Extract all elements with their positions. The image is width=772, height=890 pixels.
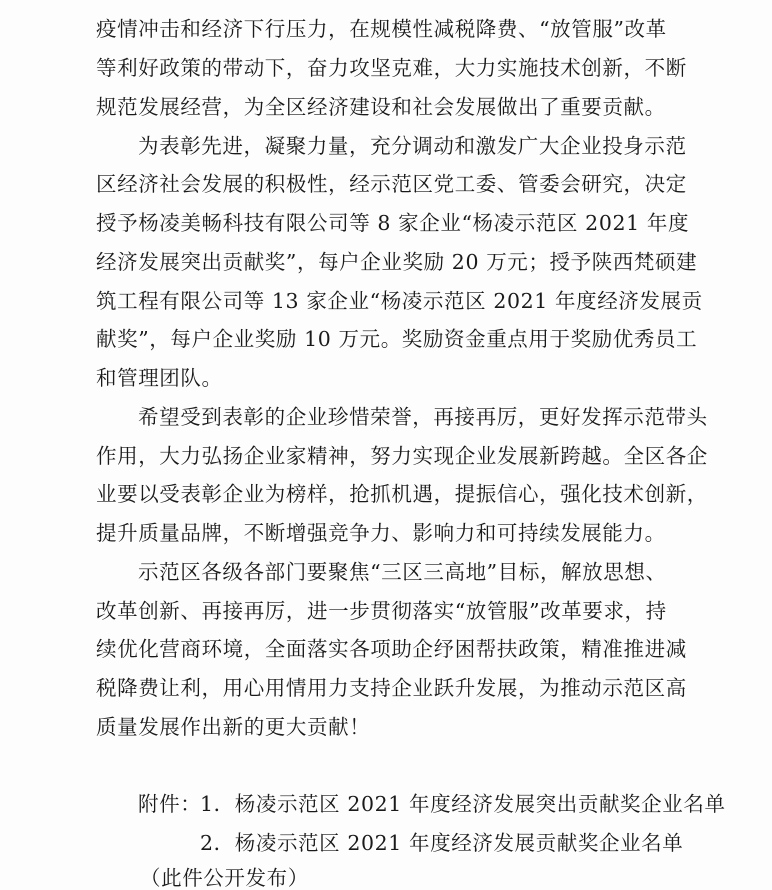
text-line: 税降费让利，用心用情用力支持企业跃升发展，为推动示范区高 [96,676,687,700]
attachment-item: 1．杨凌示范区 2021 年度经济发展突出贡献奖企业名单 [200,792,726,816]
text-line: 规范发展经营，为全区经济建设和社会发展做出了重要贡献。 [96,95,666,119]
text-line: 等利好政策的带动下，奋力攻坚克难，大力实施技术创新，不断 [96,56,687,80]
paragraph-start-line: 希望受到表彰的企业珍惜荣誉，再接再厉，更好发挥示范带头 [138,405,708,429]
text-line: 和管理团队。 [96,366,223,390]
text-line: 献奖”，每户企业奖励 10 万元。奖励资金重点用于奖励优秀员工 [96,327,698,351]
publication-note: （此件公开发布） [140,866,309,890]
text-line: 作用，大力弘扬企业家精神，努力实现企业发展新跨越。全区各企 [96,444,708,468]
paragraph-start-line: 为表彰先进，凝聚力量，充分调动和激发广大企业投身示范 [138,134,687,158]
text-line: 疫情冲击和经济下行压力，在规模性减税降费、“放管服”改革 [96,17,667,41]
text-line: 质量发展作出新的更大贡献！ [96,715,371,739]
text-line: 经济发展突出贡献奖”，每户企业奖励 20 万元；授予陕西梵硕建 [96,250,698,274]
text-line: 业要以受表彰企业为榜样，抢抓机遇，提振信心，强化技术创新， [96,482,708,506]
text-line: 授予杨凌美畅科技有限公司等 8 家企业“杨凌示范区 2021 年度 [96,211,690,235]
text-line: 改革创新、再接再厉，进一步贯彻落实“放管服”改革要求，持 [96,599,667,623]
text-line: 筑工程有限公司等 13 家企业“杨凌示范区 2021 年度经济发展贡 [96,289,703,313]
text-line: 续优化营商环境，全面落实各项助企纾困帮扶政策，精准推进减 [96,637,687,661]
attachment-item: 2．杨凌示范区 2021 年度经济发展贡献奖企业名单 [200,831,684,855]
text-line: 提升质量品牌，不断增强竞争力、影响力和可持续发展能力。 [96,521,666,545]
paragraph-start-line: 示范区各级各部门要聚焦“三区三高地”目标，解放思想、 [138,560,667,584]
text-line: 区经济社会发展的积极性，经示范区党工委、管委会研究，决定 [96,172,687,196]
attachments-label: 附件： [138,792,202,816]
